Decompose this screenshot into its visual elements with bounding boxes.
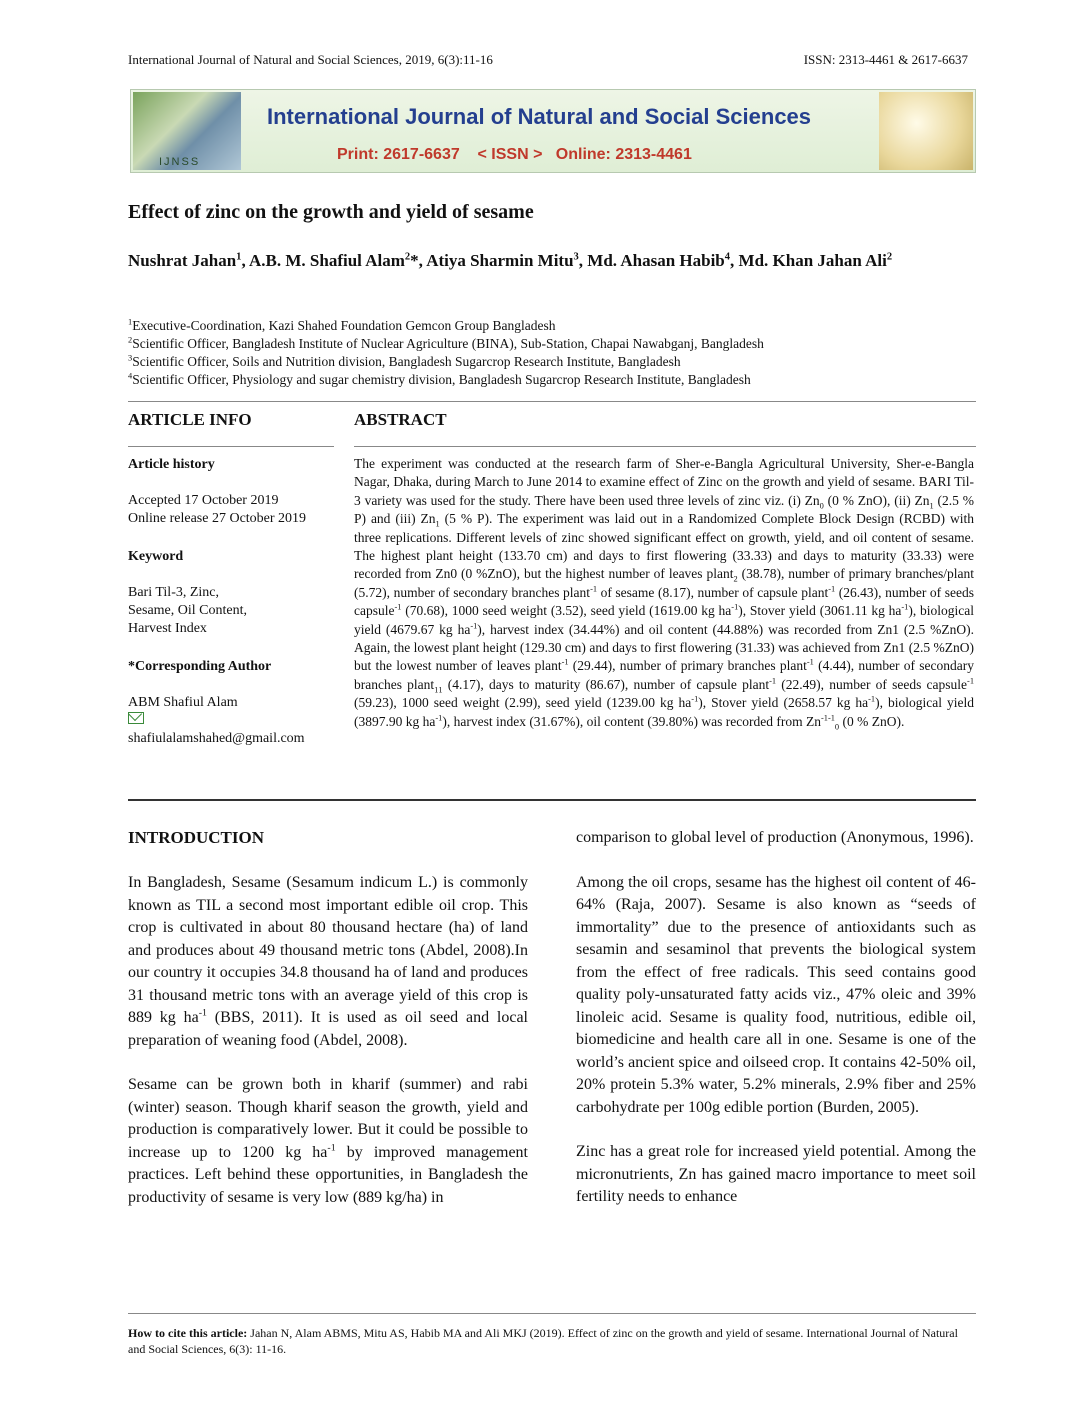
sup: -1 [827, 713, 835, 723]
paragraph [128, 1074, 528, 1209]
abstract-part: (2.5 % P) and (iii) Zn [354, 492, 974, 527]
author-separator: , [730, 251, 739, 270]
sup: -1 [828, 584, 836, 594]
affiliation-item [128, 317, 968, 335]
article-info-panel [128, 456, 343, 748]
sup: -1 [394, 602, 402, 612]
corresponding-author-name: ABM Shafiul Alam [128, 695, 238, 710]
author-affiliation-mark: 2 [886, 251, 893, 263]
sup: -1 [731, 602, 739, 612]
sub: 0 [834, 722, 840, 732]
abstract-part: of sesame (8.17), number of capsule plant [597, 584, 829, 600]
author-affiliation-mark: 2 [404, 251, 411, 263]
abstract-part: The experiment was conducted at the research farm of Sher-e-Bangla Agricultural University, Sher-e-Bangla Nagar, Dhaka, during March to June 2014 to examine effect of Zinc on the growth and yield of sesame. BARI Til-3 variety was used for the study. There have been used three levels of zinc viz. (i) Zn [354, 456, 974, 508]
affiliation-text: Scientific Officer, Soils and Nutrition division, Bangladesh Sugarcrop Research Institute, Bangladesh [132, 354, 681, 369]
sup: -1 [691, 694, 699, 704]
affiliation-text: Executive-Coordination, Kazi Shahed Foundation Gemcon Group Bangladesh [132, 318, 556, 333]
affiliation-text: Scientific Officer, Physiology and sugar chemistry division, Bangladesh Sugarcrop Research Institute, Bangladesh [132, 372, 751, 387]
sub: 0 [819, 501, 824, 511]
affiliation-item [128, 335, 968, 353]
running-header-issn: ISSN: 2313-4461 & 2617-6637 [803, 52, 968, 67]
online-release-date: Online release 27 October 2019 [128, 511, 307, 526]
author-separator: , [578, 251, 588, 270]
affiliation-number: 2 [128, 335, 133, 345]
author-name: Md. Khan Jahan Ali [738, 251, 887, 270]
sup: -1 [327, 1142, 336, 1154]
affiliation-text: Scientific Officer, Bangladesh Institute of Nuclear Agriculture (BINA), Sub-Station, Chapai Nawabganj, Bangladesh [132, 336, 764, 351]
banner-title: International Journal of Natural and Social Sciences [267, 104, 812, 129]
keyword-label: Keyword [128, 549, 184, 564]
author-list [128, 249, 948, 273]
sup: -1 [198, 1007, 207, 1019]
keyword-line: Sesame, Oil Content, [128, 603, 247, 618]
article-history-label: Article history [128, 457, 215, 472]
corresponding-author-label: *Corresponding Author [128, 659, 272, 674]
sup: -1 [769, 676, 777, 686]
affiliation-number: 3 [128, 353, 133, 363]
abstract-part: ), harvest index (34.44%) and oil content (44.88%) was recorded from Zn1 (2.5 %ZnO). Again, the lowest plant height (129.30 cm) and days to first flowering (31.33) was achieved from Zn1 (2.5 %ZnO) but the lowest number of leaves plant [354, 621, 975, 674]
paragraph-text: (BBS, 2011). It is used as oil seed and local preparation of weaning food (Abdel, 2008). [128, 1009, 528, 1049]
sub: 1 [435, 519, 440, 529]
divider [128, 401, 976, 402]
abstract-part: (22.49), number of seeds capsule [776, 676, 968, 692]
corresponding-email[interactable]: shafiulalamshahed@gmail.com [128, 731, 305, 746]
paragraph-text: In Bangladesh, Sesame (Sesamum indicum L.) is commonly known as TIL a second most important edible oil crop. This crop is cultivated in about 80 thousand hectare (ha) of land and produces about 49 thousand metric tons (Abdel, 2008).In our country it occupies 34.8 thousand ha of land and produces 31 thousand metric tons with an average yield of this crop is 889 kg ha [128, 874, 528, 1026]
how-to-cite [128, 1325, 976, 1357]
sup: -1 [820, 713, 828, 723]
abstract-part: (26.43), number of seeds capsule [354, 584, 974, 619]
abstract-part: ), biological yield (4679.67 kg ha [354, 603, 974, 637]
paragraph-text: Sesame can be grown both in kharif (summer) and rabi (winter) season. Though kharif season the growth, yield and production is comparatively lower. But it could be possible to increase up to 1200 kg ha [128, 1076, 528, 1161]
author-name: Atiya Sharmin Mitu [426, 251, 574, 270]
sup: -1 [435, 713, 443, 723]
journal-banner [130, 89, 976, 173]
affiliation-number: 4 [128, 371, 133, 381]
author-name: Nushrat Jahan [128, 251, 237, 270]
author-affiliation-mark: 1 [236, 251, 242, 263]
sup: -1 [561, 657, 569, 667]
journal-logo-text: IJNSS [159, 156, 201, 168]
keyword-line: Bari Til-3, Zinc, [128, 585, 220, 600]
sub: 1 [929, 501, 934, 511]
abstract-part: (38.78), number of primary branches/plant (5.72), number of secondary branches plant [354, 566, 974, 600]
abstract-part: (0 % ZnO), (ii) Zn [823, 492, 930, 508]
running-header-citation: International Journal of Natural and Social Sciences, 2019, 6(3):11-16 [128, 52, 493, 67]
author-separator: , [241, 251, 249, 270]
abstract-part: ), harvest index (31.67%), oil content (39.80%) was recorded from Zn [442, 713, 821, 729]
sub: 1 [438, 685, 443, 695]
author-name: A.B. M. Shafiul Alam [249, 251, 405, 270]
abstract-part: (29.44), number of primary branches plant [568, 658, 807, 674]
paragraph: Zinc has a great role for increased yield potential. Among the micronutrients, Zn has gained macro importance to meet soil fertility needs to enhance [576, 1143, 976, 1205]
divider [128, 799, 976, 801]
keyword-line: Harvest Index [128, 621, 207, 636]
abstract-part: ), Stover yield (3061.11 kg ha [738, 603, 902, 619]
banner-food-image [879, 92, 973, 170]
abstract-part: ), Stover yield (2658.57 kg ha [698, 695, 869, 711]
introduction-heading: INTRODUCTION [128, 828, 265, 847]
cite-text: Jahan N, Alam ABMS, Mitu AS, Habib MA and Ali MKJ (2019). Effect of zinc on the growth and yield of sesame. International Journal of Natural and Social Sciences, 6(3): 11-16. [128, 1326, 958, 1356]
paragraph [128, 872, 528, 1052]
affiliation-item [128, 353, 968, 371]
abstract-part: ), biological yield (3897.90 kg ha [354, 695, 974, 729]
author-affiliation-mark: 3 [573, 251, 579, 263]
abstract-part: (0 % ZnO). [839, 713, 905, 729]
sup: -1 [967, 676, 975, 686]
abstract-heading: ABSTRACT [354, 410, 447, 429]
abstract-part: (4.17), days to maturity (86.67), number of capsule plant [442, 676, 770, 692]
divider [354, 446, 976, 447]
paragraph: Among the oil crops, sesame has the highest oil content of 46-64% (Raja, 2007). Sesame is also known as “seeds of immortality” due to the presence of antioxidants such as sesamin and sesaminol that prevents the biological system from the effect of free radicals. This seed contains good quality poly-unsaturated fatty acids viz., 47% oleic and 39% linoleic acid. Sesame is quality food, nutritious, edible oil, biomedicine and health care all in one. Sesame is one of the world’s ancient spice and oilseed crop. It contains 42-50% oil, 20% protein 5.3% water, 5.2% minerals, 2.9% fiber and 25% carbohydrate per 100g edible portion (Burden, 2005). [576, 873, 976, 1116]
sup: -1 [470, 621, 478, 631]
sub: 2 [733, 575, 738, 585]
divider [128, 1313, 976, 1314]
sup: -1 [806, 657, 814, 667]
affiliation-item [128, 371, 968, 389]
author-separator: *, [410, 251, 427, 270]
banner-issn: Print: 2617-6637 < ISSN > Online: 2313-4461 [337, 146, 692, 163]
abstract-part: (59.23), 1000 seed weight (2.99), seed yield (1239.00 kg ha [354, 695, 692, 711]
paragraph-text: by improved management practices. Left behind these opportunities, in Bangladesh the productivity of sesame is very low (889 kg/ha) in [128, 1143, 529, 1206]
paragraph: comparison to global level of production (Anonymous, 1996). [576, 829, 974, 846]
divider [128, 446, 334, 447]
sup: -1 [590, 584, 598, 594]
affiliations [128, 317, 968, 389]
article-info-heading: ARTICLE INFO [128, 410, 252, 429]
sup: -1 [901, 602, 909, 612]
abstract-text [354, 455, 974, 731]
cite-label: How to cite this article: [128, 1326, 248, 1340]
abstract-part: (5 % P). The experiment was laid out in a Randomized Complete Block Design (RCBD) with three replications. Different levels of zinc showed significant effect on growth, yield, and oil content of sesame. The highest plant height (133.70 cm) and days to first flowering (33.33) and days to maturity (33.33) were recorded from Zn0 (0 %ZnO), but the highest number of leaves plant [354, 511, 974, 582]
sub: 1 [434, 685, 439, 695]
author-name: Md. Ahasan Habib [587, 251, 725, 270]
author-affiliation-mark: 4 [724, 251, 731, 263]
introduction-right-column [576, 827, 976, 1231]
abstract-part: (70.68), 1000 seed weight (3.52), seed yield (1619.00 kg ha [401, 603, 732, 619]
affiliation-number: 1 [128, 317, 133, 327]
mail-icon [128, 712, 343, 730]
introduction-left-column [128, 872, 528, 1231]
sup: -1 [868, 694, 876, 704]
article-title: Effect of zinc on the growth and yield of sesame [128, 201, 534, 223]
abstract-part: (4.44), number of secondary branches plant [354, 658, 974, 692]
accepted-date: Accepted 17 October 2019 [128, 493, 279, 508]
